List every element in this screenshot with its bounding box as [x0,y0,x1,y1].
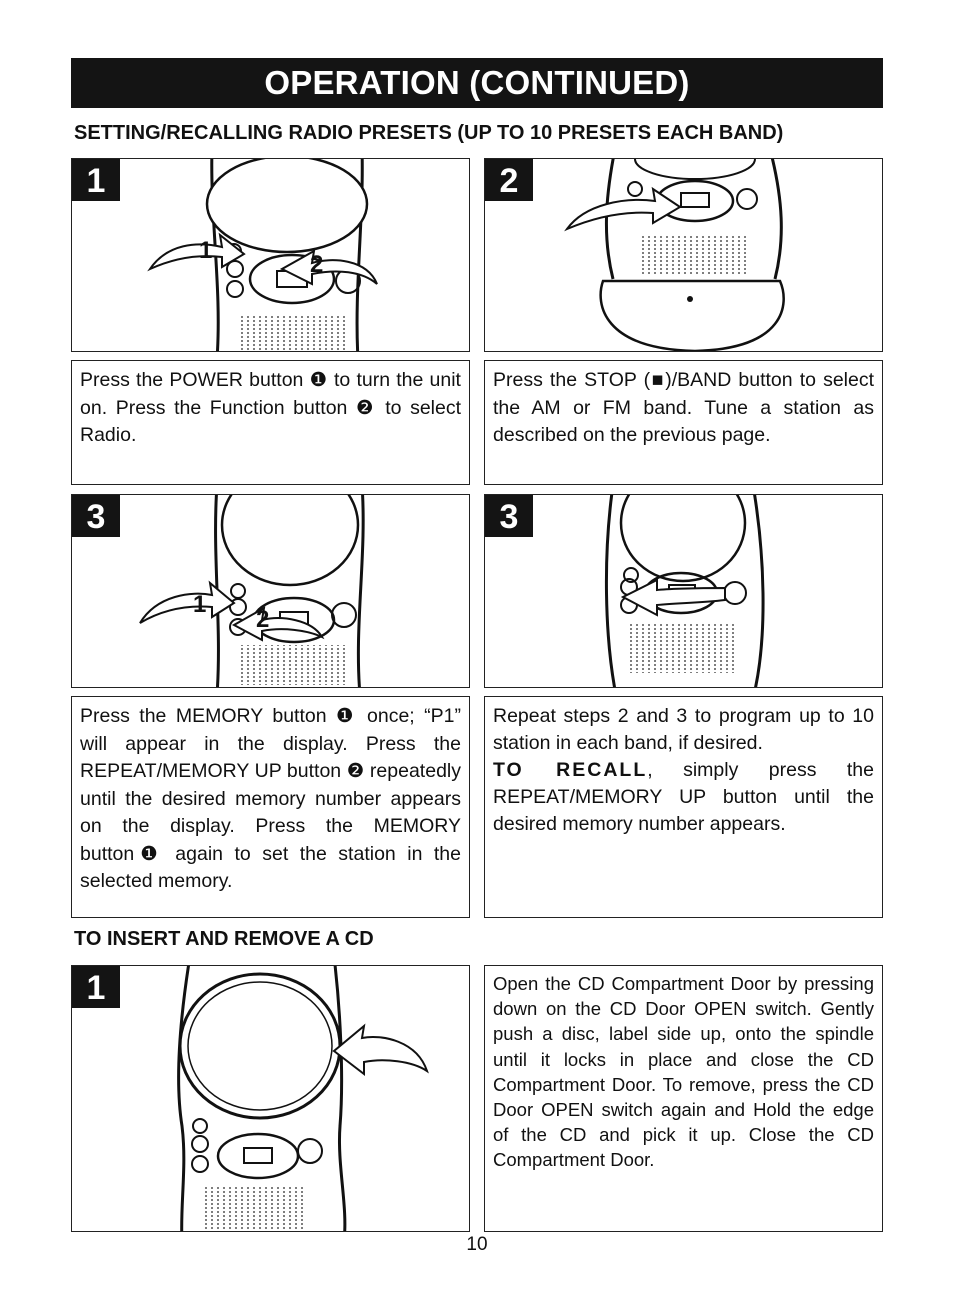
illustration-step-3b [484,494,883,688]
device-illustration [72,495,470,688]
instruction-repeat-recall [484,696,883,918]
step-number: 3 [72,495,120,537]
text: repeatedly until the desired memory number appears on the display. Press the MEMORY button [80,760,461,865]
instruction-step-1 [71,360,470,485]
device-illustration [72,159,470,352]
marker-1: ❶ [309,369,328,391]
text: again to set the station in the selected memory. [80,842,461,892]
step-number: 1 [72,966,120,1008]
stop-symbol: ■ [650,369,666,391]
illustration-step-3 [71,494,470,688]
page-number: 10 [466,1234,488,1255]
section-heading-cd: TO INSERT AND REMOVE A CD [74,928,374,950]
text: once; “P1” will appear in the display. Press the REPEAT/MEMORY UP button [80,705,461,782]
illustration-step-1 [71,158,470,352]
callout-label: 2 [256,606,270,633]
text: to select Radio. [80,396,462,446]
instruction-step-2 [484,360,883,485]
text: Press the MEMORY button [80,705,337,727]
text: Repeat steps 2 and 3 to program up to 10 station in each band, if desired. [493,705,874,754]
marker-1: ❶ [134,842,164,865]
text: , simply press the REPEAT/MEMORY UP button until the desired memory number appears. [493,759,874,835]
callout-label: 1 [193,591,207,618]
illustration-step-2 [484,158,883,352]
instruction-step-3 [71,696,470,918]
step-number: 2 [485,159,533,201]
text: Press the STOP ( [493,369,651,391]
illustration-cd-step-1 [71,965,470,1232]
marker-2: ❷ [346,760,365,782]
recall-label: TO RECALL [493,759,648,781]
step-number: 3 [485,495,533,537]
page-banner: OPERATION (CONTINUED) [71,58,883,108]
device-illustration [485,159,883,352]
instruction-cd: Open the CD Compartment Door by pressing down on the CD Door OPEN switch. Gently push a disc, label side up, onto the spindle until it locks in place and close the CD Compartment Door. To remove, press the CD Door OPEN switch again and Hold the edge of the CD and pick it up. Close the CD Compartment Door. [484,965,883,1232]
text: to turn the unit on. Press the Function button [80,369,461,419]
marker-1: ❶ [336,705,358,727]
device-illustration [485,495,883,688]
marker-2: ❷ [355,396,377,419]
callout-label: 1 [199,237,213,264]
device-illustration [72,966,470,1232]
section-heading-presets: SETTING/RECALLING RADIO PRESETS (UP TO 10 PRESETS EACH BAND) [74,122,784,144]
text: Press the POWER button [80,369,310,391]
text: )/BAND button to select the AM or FM band. Tune a station as described on the previous page. [493,369,875,446]
step-number: 1 [72,159,120,201]
callout-label: 2 [310,251,324,278]
